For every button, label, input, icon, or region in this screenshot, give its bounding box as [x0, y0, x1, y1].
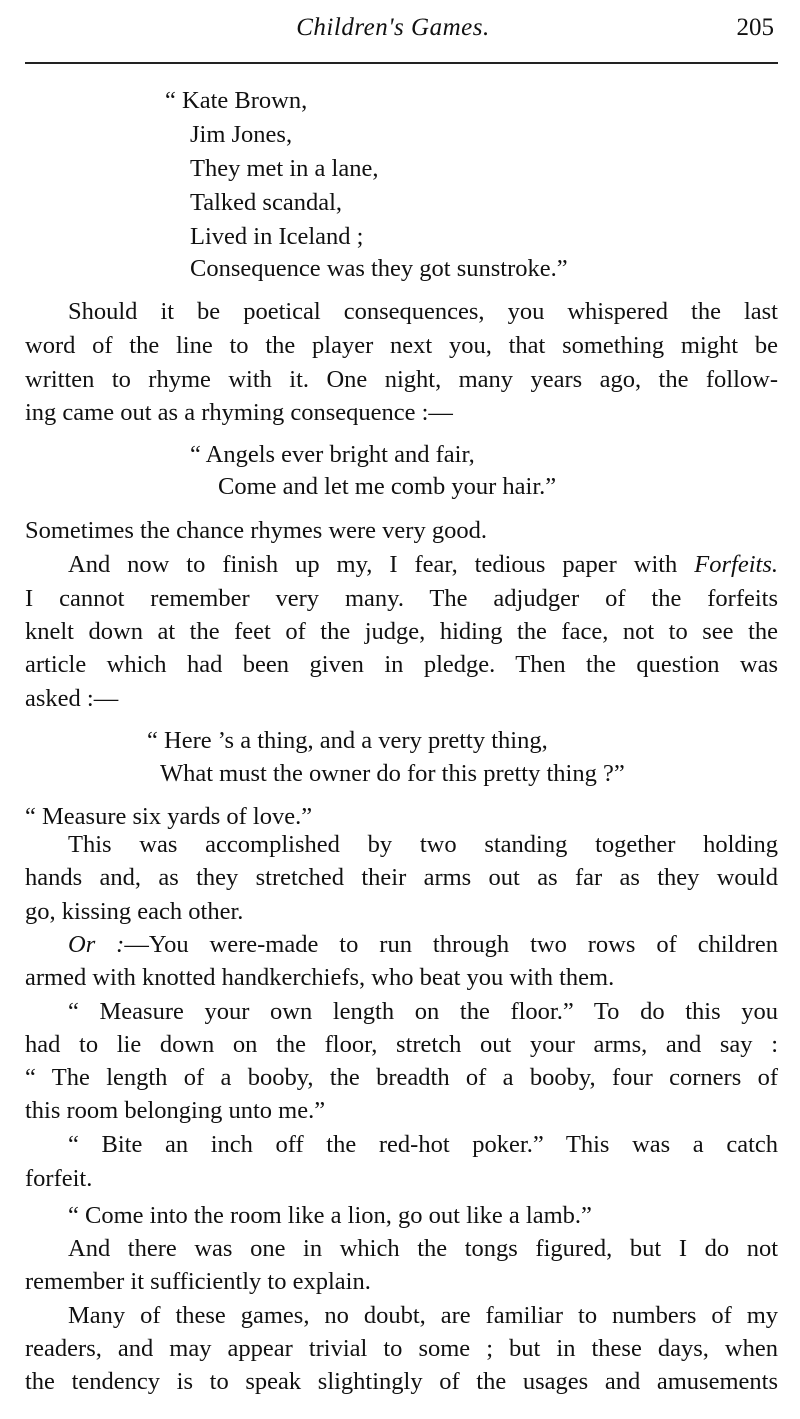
text-segment: the tendency is to speak slightingly of the usages and amusements	[25, 1368, 778, 1395]
text-line	[190, 222, 363, 252]
text-line	[25, 1063, 778, 1093]
text-line	[68, 997, 778, 1027]
text-segment: had to lie down on the floor, stretch out your arms, and say :	[25, 1031, 778, 1058]
text-line	[190, 154, 378, 184]
text-line	[68, 1234, 778, 1264]
text-segment: knelt down at the feet of the judge, hiding the face, not to see the	[25, 618, 778, 645]
text-segment: Come and let me comb your hair.”	[218, 473, 557, 500]
text-segment: “ Measure your own length on the floor.” To do this you	[68, 998, 778, 1025]
text-line	[25, 684, 118, 714]
page-number: 205	[736, 14, 774, 41]
text-segment: “ Here ’s a thing, and a very pretty thing,	[147, 727, 548, 754]
text-segment: go, kissing each other.	[25, 898, 244, 925]
text-line	[165, 86, 307, 116]
text-segment: Jim Jones,	[190, 121, 293, 148]
text-segment: hands and, as they stretched their arms out as far as they would	[25, 864, 778, 891]
text-line	[68, 297, 778, 327]
text-segment: And there was one in which the tongs figured, but I do not	[68, 1235, 778, 1262]
text-segment: article which had been given in pledge. Then the question was	[25, 651, 778, 678]
text-segment: They met in a lane,	[190, 155, 379, 182]
text-segment: Lived in Iceland ;	[190, 223, 364, 250]
text-segment: written to rhyme with it. One night, many years ago, the follow-	[25, 366, 778, 393]
text-segment: “ Measure six yards of love.”	[25, 803, 313, 830]
text-line	[25, 1267, 371, 1297]
text-line	[68, 1201, 592, 1231]
text-line	[68, 830, 778, 860]
text-line	[147, 726, 548, 756]
text-line	[25, 398, 453, 428]
italic-text: Or :	[68, 931, 125, 958]
text-segment: This was accomplished by two standing together holding	[68, 831, 778, 858]
text-segment: this room belonging unto me.”	[25, 1097, 326, 1124]
text-line	[160, 759, 625, 789]
text-line	[190, 254, 568, 284]
text-line	[25, 331, 778, 361]
text-segment: And now to finish up my, I fear, tedious paper with	[68, 551, 695, 578]
text-line	[68, 1301, 778, 1331]
text-segment: “ Come into the room like a lion, go out like a lamb.”	[68, 1202, 592, 1229]
text-line	[25, 516, 487, 546]
text-line	[25, 1334, 778, 1364]
text-segment: “ The length of a booby, the breadth of a booby, four corners of	[25, 1064, 778, 1091]
text-segment: word of the line to the player next you, that something might be	[25, 332, 778, 359]
text-line	[25, 617, 778, 647]
text-line	[25, 897, 243, 927]
text-segment: ing came out as a rhyming consequence :—	[25, 399, 453, 426]
text-segment: forfeit.	[25, 1165, 93, 1192]
text-segment: —You were-made to run through two rows of children	[124, 931, 778, 958]
text-line	[68, 550, 778, 580]
text-segment: What must the owner do for this pretty thing ?”	[160, 760, 625, 787]
text-line	[25, 584, 778, 614]
text-line	[25, 963, 614, 993]
running-header-title: Children's Games.	[296, 14, 490, 41]
text-segment: armed with knotted handkerchiefs, who beat you with them.	[25, 964, 615, 991]
text-segment: Sometimes the chance rhymes were very good.	[25, 517, 487, 544]
text-line	[25, 802, 312, 832]
text-line	[25, 1030, 778, 1060]
text-segment: readers, and may appear trivial to some ; but in these days, when	[25, 1335, 778, 1362]
text-line	[25, 1096, 325, 1126]
text-segment: “ Angels ever bright and fair,	[190, 441, 475, 468]
text-line	[68, 1130, 778, 1160]
text-segment: remember it sufficiently to explain.	[25, 1268, 371, 1295]
text-segment: Many of these games, no doubt, are familiar to numbers of my	[68, 1302, 778, 1329]
text-line	[25, 1367, 778, 1397]
text-line	[190, 440, 475, 470]
text-line	[25, 863, 778, 893]
text-segment: asked :—	[25, 685, 119, 712]
text-line	[25, 365, 778, 395]
text-line	[25, 650, 778, 680]
text-segment: Talked scandal,	[190, 189, 343, 216]
text-segment: Should it be poetical consequences, you whispered the last	[68, 298, 778, 325]
text-line	[68, 930, 778, 960]
text-line	[25, 1164, 92, 1194]
text-segment: Consequence was they got sunstroke.”	[190, 255, 568, 282]
text-segment: I cannot remember very many. The adjudger of the forfeits	[25, 585, 778, 612]
text-line	[218, 472, 556, 502]
text-line	[190, 120, 292, 150]
text-segment: “ Bite an inch off the red-hot poker.” This was a catch	[68, 1131, 778, 1158]
header-rule	[25, 62, 778, 64]
italic-text: Forfeits.	[694, 551, 778, 578]
text-segment: “ Kate Brown,	[165, 87, 308, 114]
text-line	[190, 188, 342, 218]
